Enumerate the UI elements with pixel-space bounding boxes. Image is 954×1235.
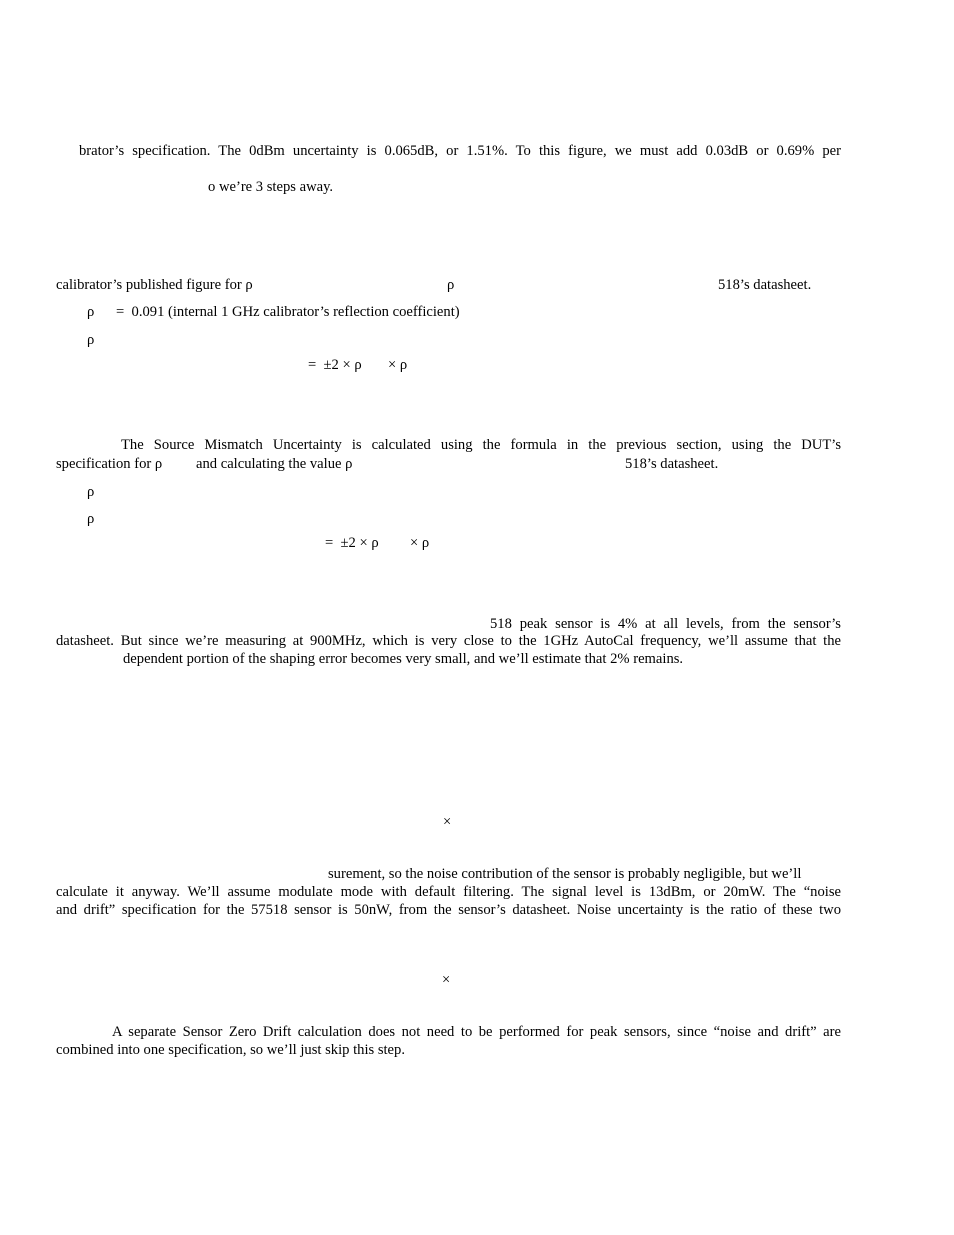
dut-spec-text: specification for ρ (56, 456, 163, 472)
mismatch-formula-part: = ±2 × ρ (308, 357, 362, 373)
rho-symbol: ρ (87, 304, 95, 320)
datasheet-reference: 518’s datasheet. (718, 277, 812, 293)
calibrator-reflection-value: = 0.091 (internal 1 GHz calibrator’s reflection coefficient) (116, 304, 460, 320)
multiply-symbol: × (443, 814, 452, 830)
mismatch-formula-part: × ρ (410, 535, 430, 551)
calculating-value-text: and calculating the value ρ (196, 456, 353, 472)
datasheet-reference: 518’s datasheet. (625, 456, 719, 472)
zero-drift-paragraph-line: combined into one specification, so we’ll just skip this step. (56, 1042, 405, 1058)
zero-drift-paragraph-line: A separate Sensor Zero Drift calculation does not need to be performed for peak sensors, since “noise and drift” are (112, 1024, 841, 1040)
rho-symbol: ρ (447, 277, 455, 293)
calibrator-uncertainty-line: brator’s specification. The 0dBm uncertainty is 0.065dB, or 1.51%. To this figure, we must add 0.03dB or 0.69% per (79, 143, 841, 159)
noise-paragraph-line: surement, so the noise contribution of the sensor is probably negligible, but we’ll (328, 866, 802, 882)
multiply-symbol: × (442, 972, 451, 988)
noise-paragraph-line: calculate it anyway. We’ll assume modulate mode with default filtering. The signal level is 13dBm, or 20mW. The “noise (56, 884, 841, 900)
rho-symbol: ρ (87, 511, 95, 527)
shaping-error-line: 518 peak sensor is 4% at all levels, from the sensor’s (490, 616, 841, 632)
shaping-error-line: datasheet. But since we’re measuring at 900MHz, which is very close to the 1GHz AutoCal frequency, we’ll assume that the (56, 633, 841, 649)
noise-paragraph-line: and drift” specification for the 57518 sensor is 50nW, from the sensor’s datasheet. Noise uncertainty is the ratio of these two (56, 902, 841, 918)
steps-away-line: o we’re 3 steps away. (208, 179, 334, 195)
mismatch-formula-part: × ρ (388, 357, 408, 373)
rho-symbol: ρ (87, 332, 95, 348)
calibrator-figure-text: calibrator’s published figure for ρ (56, 277, 253, 293)
source-mismatch-paragraph-line: The Source Mismatch Uncertainty is calculated using the formula in the previous section, using the DUT’s (121, 437, 841, 453)
mismatch-formula-part: = ±2 × ρ (325, 535, 379, 551)
shaping-error-line: dependent portion of the shaping error becomes very small, and we’ll estimate that 2% remains. (123, 651, 684, 667)
rho-symbol: ρ (87, 484, 95, 500)
